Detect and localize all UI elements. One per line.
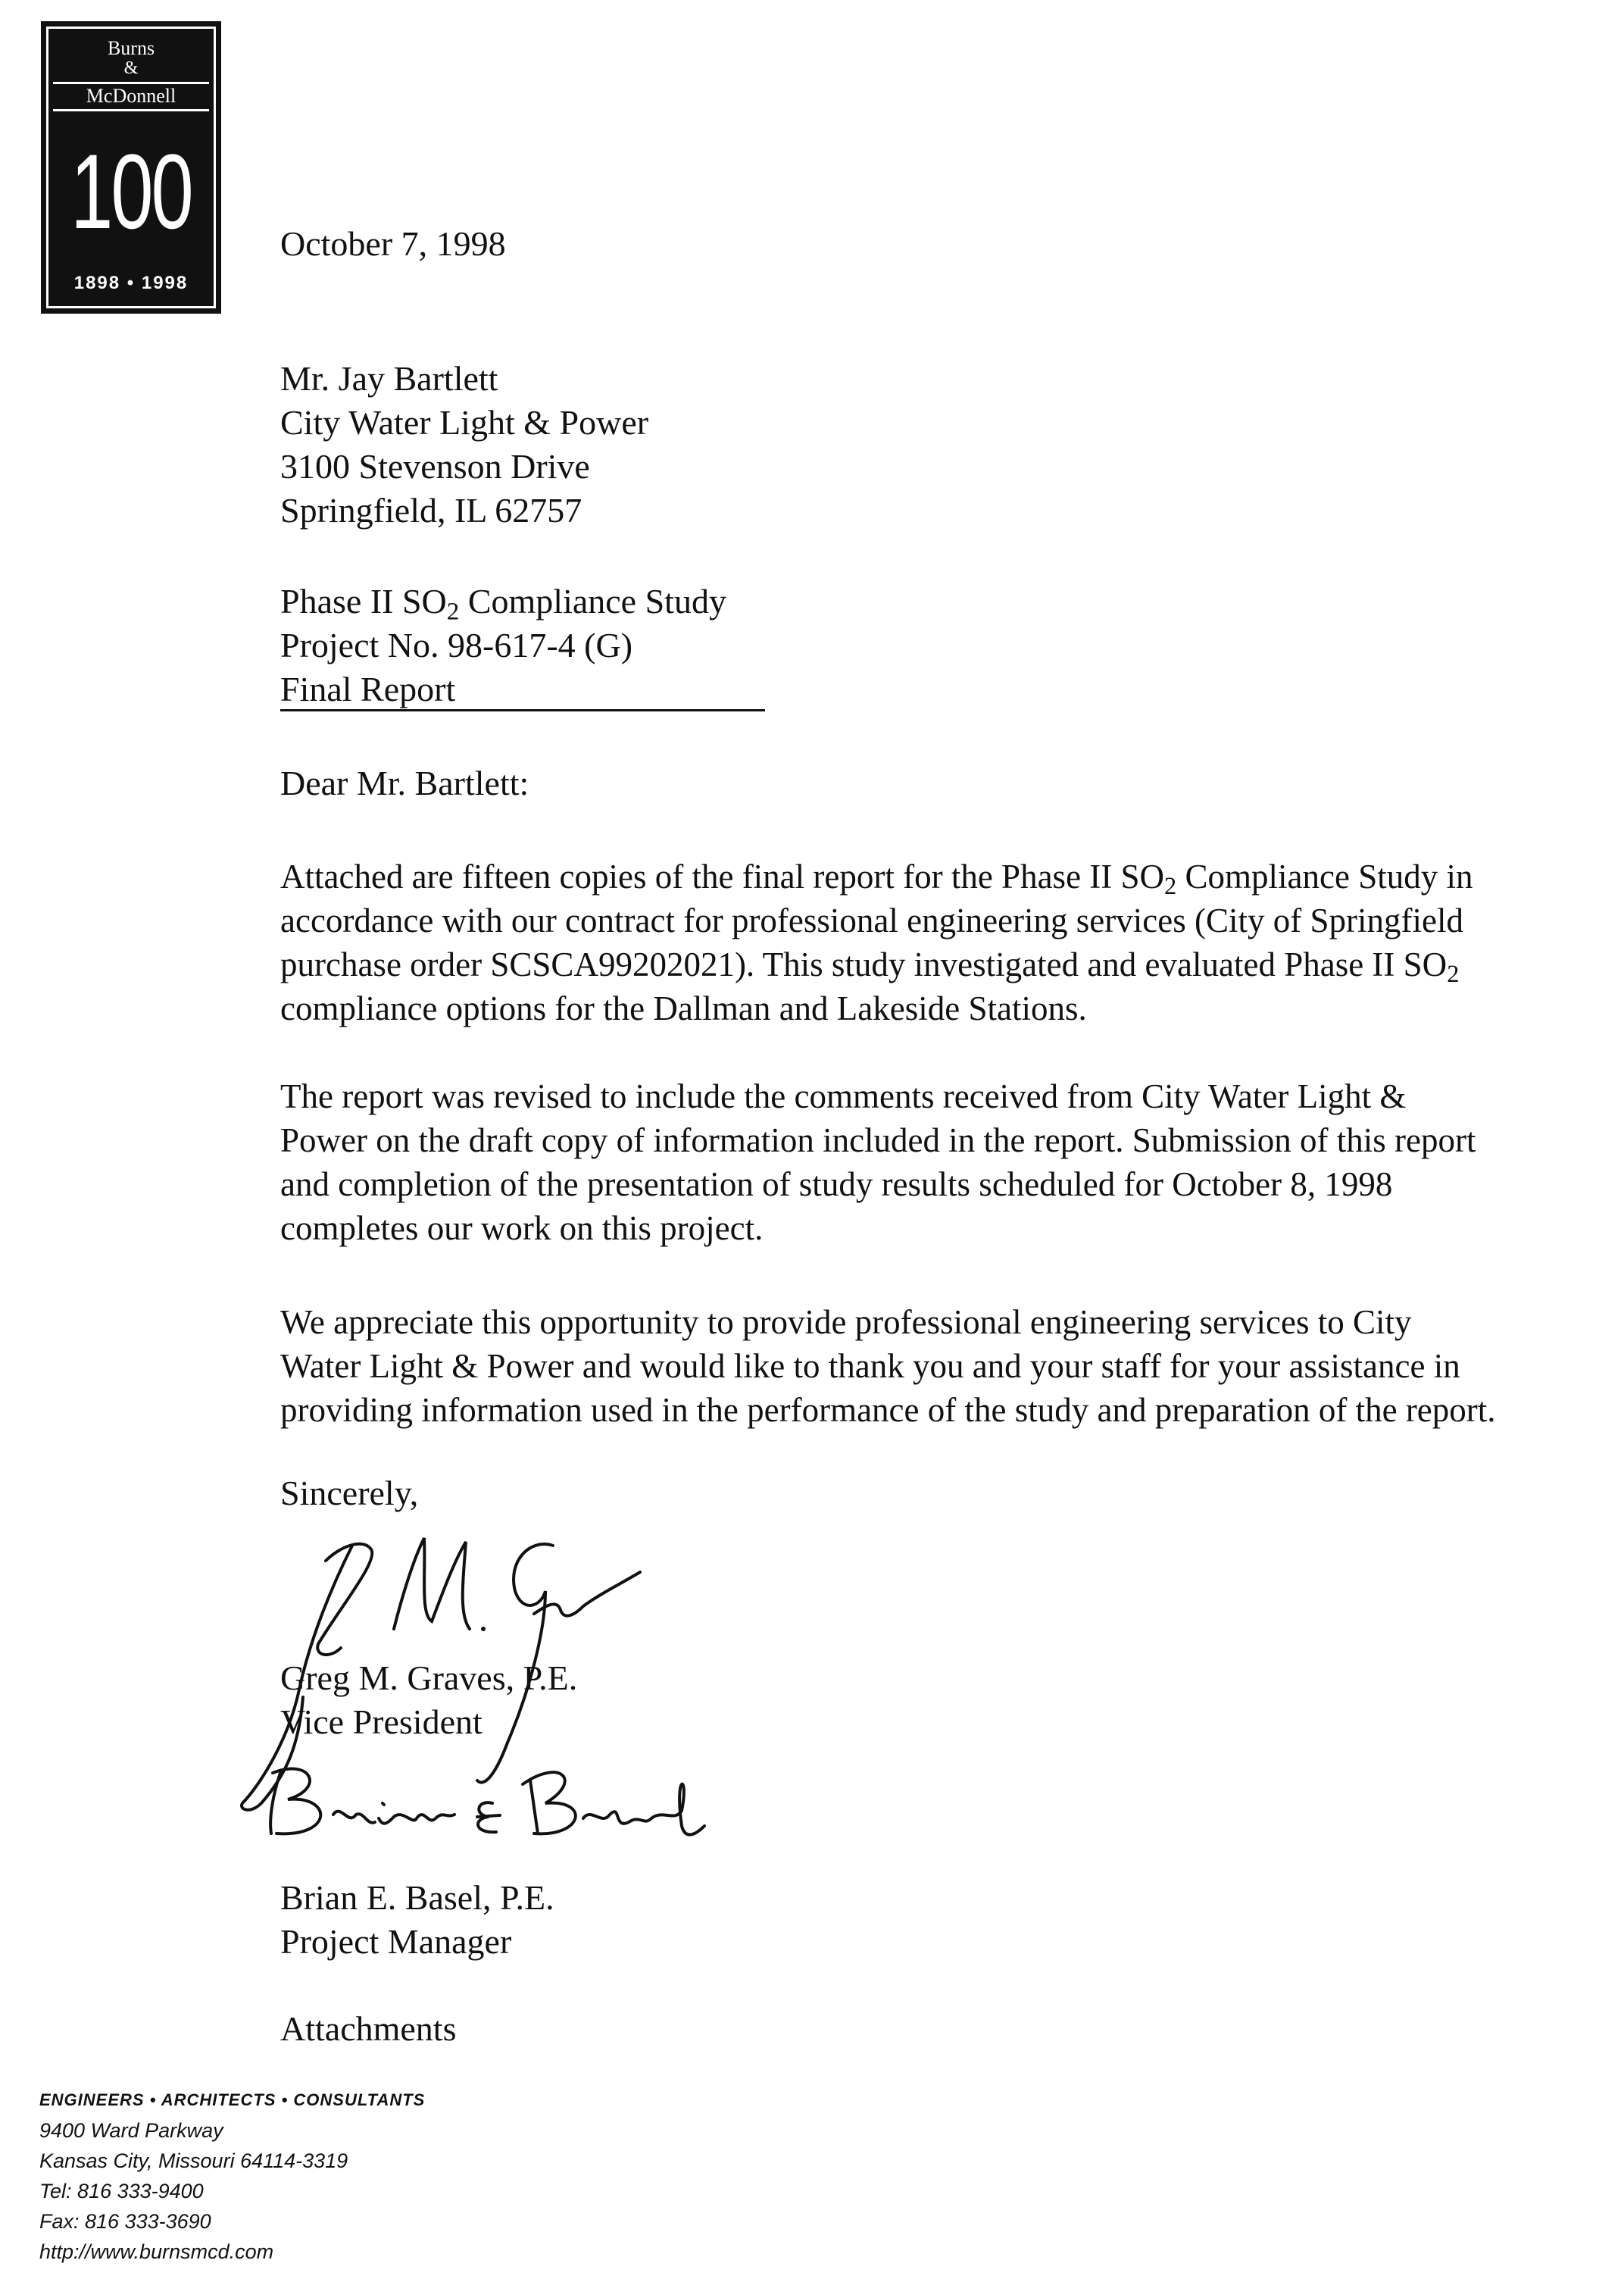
p3-line2: Water Light & Power and would like to thank you and your staff for your assistance in — [280, 1347, 1460, 1385]
footer-fax: Fax: 816 333-3690 — [39, 2210, 211, 2233]
p2-line4: completes our work on this project. — [280, 1209, 764, 1247]
p3-line1: We appreciate this opportunity to provide professional engineering services to City — [280, 1303, 1412, 1341]
recipient-company: City Water Light & Power — [280, 403, 649, 442]
logo-rule-top — [53, 82, 209, 84]
signature-brian-basel — [227, 1743, 712, 1856]
subject-line1-text: Phase II SO — [280, 582, 447, 621]
p1-line4: compliance options for the Dallman and Lakeside Stations. — [280, 989, 1087, 1027]
signer1-title: Vice President — [280, 1702, 483, 1741]
p1-line1-text: Attached are fifteen copies of the final report for the Phase II SO — [280, 858, 1165, 896]
p1-line1-subscript: 2 — [1164, 873, 1177, 901]
logo-line2: & — [123, 58, 139, 78]
body-paragraph-3 — [280, 1300, 1598, 1432]
p1-line3 — [280, 943, 1598, 989]
footer-tagline: ENGINEERS • ARCHITECTS • CONSULTANTS — [39, 2090, 426, 2109]
subject-line3 — [280, 670, 765, 711]
p1-line2: accordance with our contract for professional engineering services (City of Springfield — [280, 902, 1463, 939]
signer2-name: Brian E. Basel, P.E. — [280, 1878, 554, 1917]
subject-line1 — [280, 580, 765, 624]
p1-line3-subscript: 2 — [1447, 961, 1460, 989]
signer2-block — [280, 1876, 554, 1964]
footer-url[interactable]: http://www.burnsmcd.com — [39, 2240, 274, 2263]
company-logo — [41, 21, 221, 314]
p2-line1: The report was revised to include the comments received from City Water Light & — [280, 1077, 1407, 1115]
footer-address2: Kansas City, Missouri 64114-3319 — [39, 2149, 348, 2172]
footer-tel: Tel: 816 333-9400 — [39, 2180, 204, 2202]
signer1-name: Greg M. Graves, P.E. — [280, 1658, 578, 1697]
logo-rule-bottom — [53, 109, 209, 111]
body-paragraph-2 — [280, 1074, 1598, 1250]
logo-name-band — [58, 35, 205, 112]
letterhead-footer — [39, 2085, 425, 2267]
p2-line3: and completion of the presentation of study results scheduled for October 8, 1998 — [280, 1165, 1393, 1203]
logo-line1: Burns — [107, 37, 155, 59]
p1-line1-text-end: Compliance Study in — [1176, 858, 1473, 896]
recipient-name: Mr. Jay Bartlett — [280, 359, 498, 398]
recipient-street: 3100 Stevenson Drive — [280, 447, 590, 486]
logo-number: 100 — [70, 132, 192, 251]
closing: Sincerely, — [280, 1474, 419, 1512]
logo-line3: McDonnell — [86, 85, 176, 107]
logo-years: 1898 • 1998 — [73, 273, 189, 293]
recipient-address — [280, 357, 648, 533]
subject-line3-text: Final Report — [280, 670, 456, 708]
p2-line2: Power on the draft copy of information included in the report. Submission of this report — [280, 1121, 1476, 1159]
p3-line3: providing information used in the performance of the study and preparation of the report. — [280, 1391, 1496, 1429]
subject-block — [280, 580, 765, 711]
letter-date: October 7, 1998 — [280, 224, 506, 263]
p1-line3-text: purchase order SCSCA99202021). This study investigated and evaluated Phase II SO — [280, 946, 1448, 983]
enclosure-notation: Attachments — [280, 2009, 457, 2048]
salutation: Dear Mr. Bartlett: — [280, 764, 529, 802]
body-paragraph-1 — [280, 855, 1598, 1030]
subject-line2: Project No. 98-617-4 (G) — [280, 626, 633, 664]
subject-line1-subscript: 2 — [446, 597, 460, 626]
recipient-city: Springfield, IL 62757 — [280, 491, 582, 530]
footer-address1: 9400 Ward Parkway — [39, 2119, 223, 2142]
subject-line1-text-end: Compliance Study — [459, 582, 726, 621]
signer2-title: Project Manager — [280, 1922, 512, 1961]
signer1-block — [280, 1656, 577, 1744]
p1-line1 — [280, 855, 1598, 899]
